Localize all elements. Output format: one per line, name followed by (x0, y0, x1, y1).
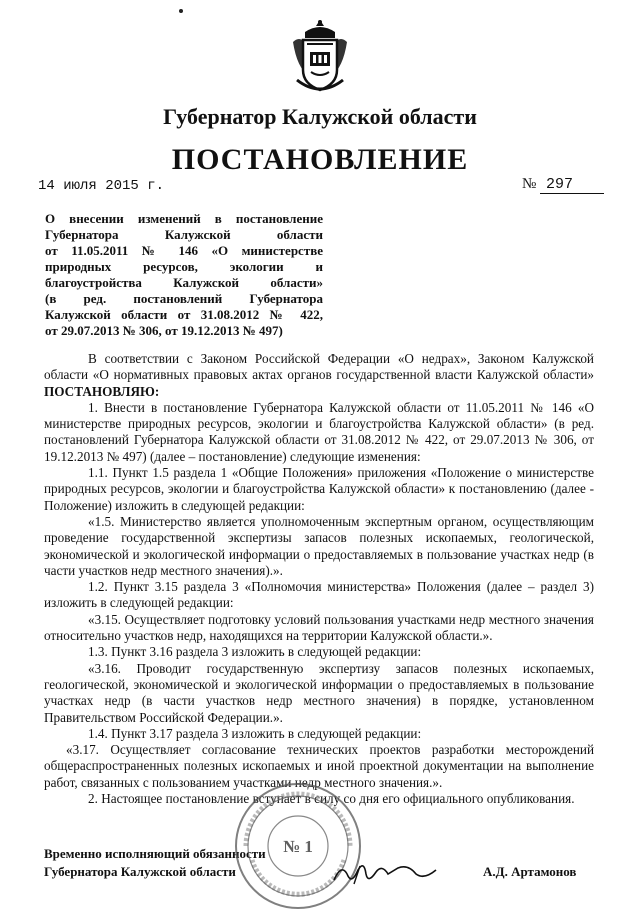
subject-line: природных ресурсов, экологии и (45, 259, 323, 274)
position-line: Губернатора Калужской области (44, 864, 236, 879)
authority-title: Губернатор Калужской области (163, 104, 477, 129)
subject-line: благоустройства Калужской области» (45, 275, 323, 290)
quote-1-5: «1.5. Министерство является уполномоченным экспертным органом, осуществляющим проведение государственной экспертизы запасов полезных ископаемых, геологической, экономической и экологической информации о предоставляемых в пользование участках недр (в части участков недр местного значения).». (44, 513, 594, 578)
subject-line: Калужской области от 31.08.2012 № 422, (45, 307, 323, 322)
subject-line: от 29.07.2013 № 306, от 19.12.2013 № 497) (45, 323, 283, 338)
scan-dot (179, 9, 183, 13)
position-line: Временно исполняющий обязанности (44, 846, 266, 861)
seal-center-text: № 1 (283, 837, 313, 856)
handwritten-signature (330, 858, 440, 888)
date-value: 14 июля 2015 г. (38, 178, 165, 194)
quote-3-17: «3.17. Осуществляет согласование технических проектов разработки месторождений общераспространенных полезных ископаемых и иной проектной документации на выполнение работ, связанных с пользованием участками недр местного значения.». (44, 742, 594, 790)
subject-line: от 11.05.2011 № 146 «О министерстве (45, 243, 323, 258)
subject-line: О внесении изменений в постановление (45, 211, 323, 226)
intro-text: В соответствии с Законом Российской Федерации «О недрах», Законом Калужской области «О нормативных правовых актах органов государственной власти Калужской области» (44, 351, 594, 383)
coat-of-arms-emblem (291, 18, 349, 96)
subject-line: Губернатора Калужской области (45, 227, 323, 242)
official-seal-stamp (232, 780, 364, 912)
document-type-title: ПОСТАНОВЛЕНИЕ (171, 143, 469, 176)
paragraph-1-1: 1.1. Пункт 1.5 раздела 1 «Общие Положения» приложения «Положение о министерстве природных ресурсов, экологии и благоустройства Калужской области» к постановлению (далее - Положение) изложить в следующей редакции: (44, 465, 594, 513)
paragraph-2: 2. Настоящее постановление вступает в силу со дня его официального опубликования. (88, 791, 575, 807)
quote-3-16: «3.16. Проводит государственную экспертизу запасов полезных ископаемых, геологической, экономической и экологической информации о предоставляемых в пользование участках недр (в части участков недр местного значения) в порядке, установленном Правительством Российской Федерации.». (44, 660, 594, 725)
number-value: 297 (540, 176, 604, 194)
resolve-word: ПОСТАНОВЛЯЮ: (44, 383, 160, 399)
decree-body (44, 351, 594, 807)
signatory-name: А.Д. Артамонов (483, 864, 577, 879)
decree-date (38, 178, 164, 194)
paragraph-1-2: 1.2. Пункт 3.15 раздела 3 «Полномочия министерства» Положения (далее – раздел 3) изложить в следующей редакции: (44, 579, 594, 611)
paragraph-1-3: 1.3. Пункт 3.16 раздела 3 изложить в следующей редакции: (88, 644, 422, 660)
decree-subject (45, 211, 323, 339)
decree-number (522, 176, 604, 194)
paragraph-1-4: 1.4. Пункт 3.17 раздела 3 изложить в следующей редакции: (88, 725, 422, 741)
paragraph-1: 1. Внести в постановление Губернатора Калужской области от 11.05.2011 № 146 «О министерстве природных ресурсов, экологии и благоустройства Калужской области» (в ред. постановлений Губернатора Калужской области от 31.08.2012 № 422, от 29.07.2013 № 306, от 19.12.2013 № 497) (далее – постановление) следующие изменения: (44, 399, 594, 464)
quote-3-15: «3.15. Осуществляет подготовку условий пользования участками недр местного значения относительно участков недр, находящихся на территории Калужской области.». (44, 611, 594, 644)
number-prefix: № (521, 176, 537, 192)
intro-paragraph (44, 351, 594, 400)
subject-line: (в ред. постановлений Губернатора (45, 291, 323, 306)
